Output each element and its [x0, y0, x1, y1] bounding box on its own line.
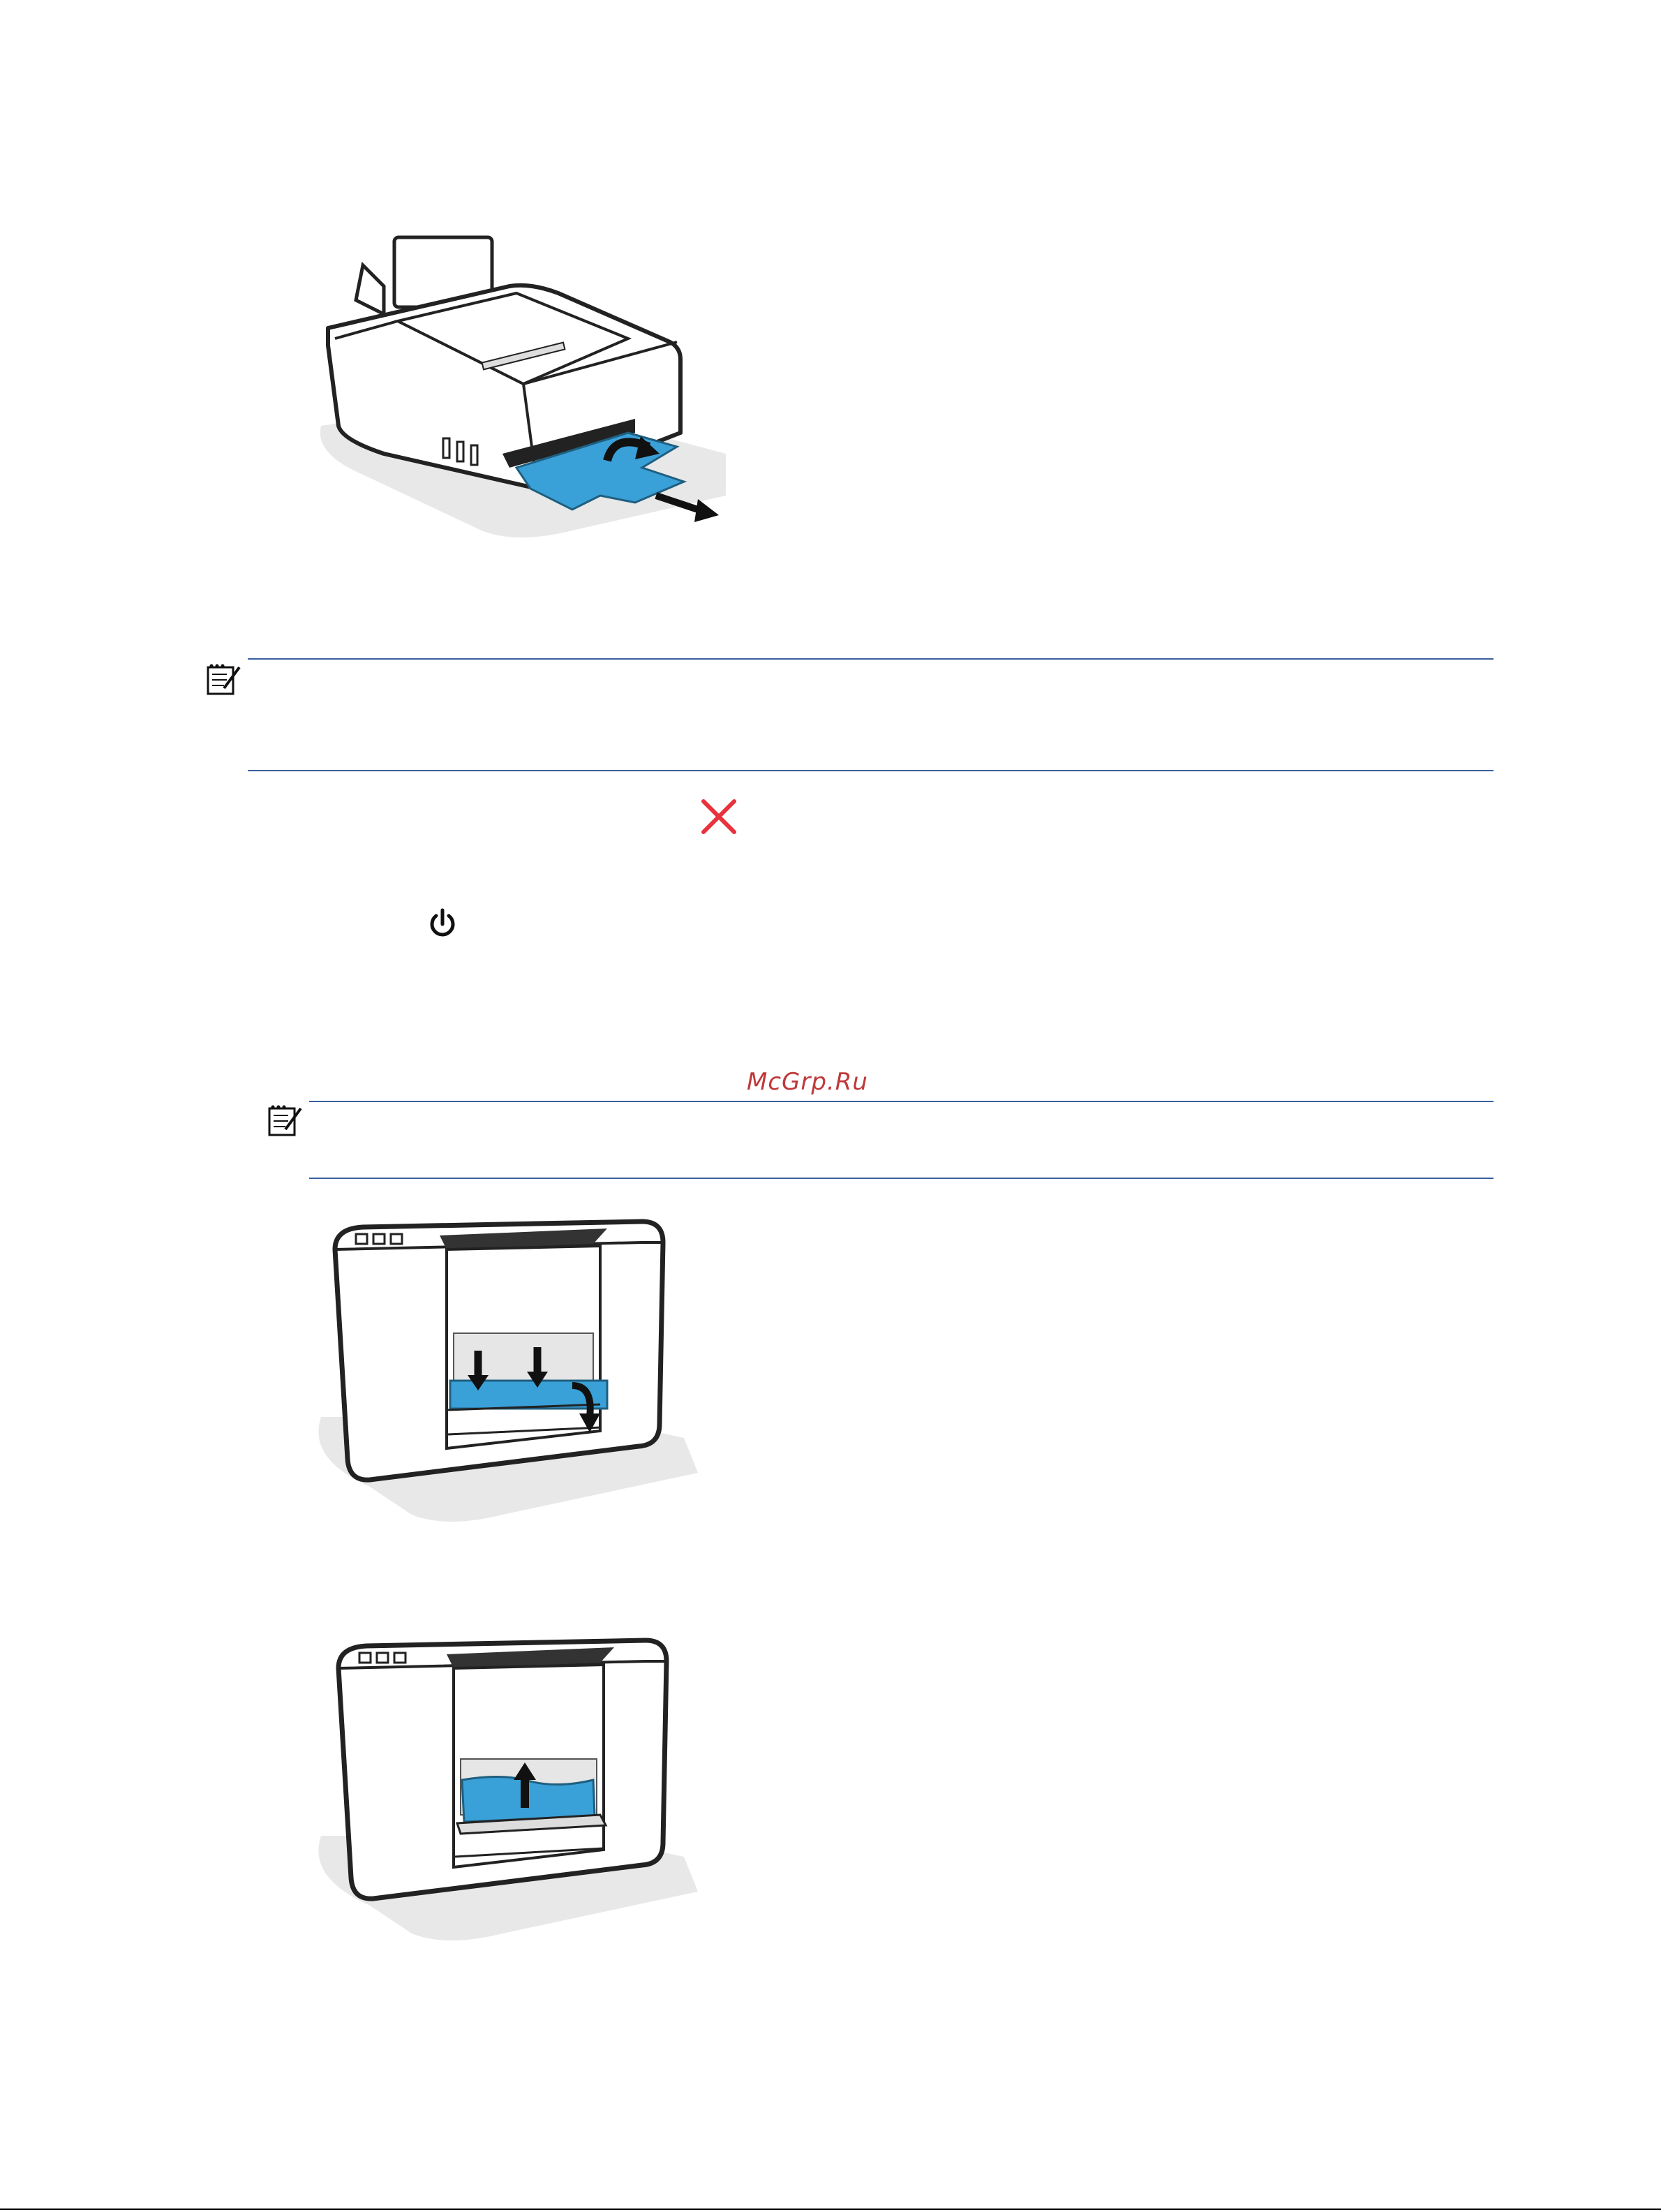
power-icon	[427, 907, 458, 941]
footer-rule	[0, 2209, 1661, 2210]
cancel-x-icon	[699, 797, 738, 836]
note-icon	[267, 1104, 305, 1138]
note-bottom-rule	[248, 770, 1494, 771]
printer-remove-paper-illustration	[307, 1626, 712, 1954]
note-top-rule	[309, 1101, 1494, 1102]
printer-rear-door-illustration	[307, 1208, 712, 1536]
note-bottom-rule	[309, 1178, 1494, 1179]
note-top-rule	[248, 658, 1494, 660]
watermark: McGrp.Ru	[747, 1068, 868, 1096]
printer-output-tray-illustration	[307, 223, 740, 551]
note-icon	[206, 663, 244, 697]
